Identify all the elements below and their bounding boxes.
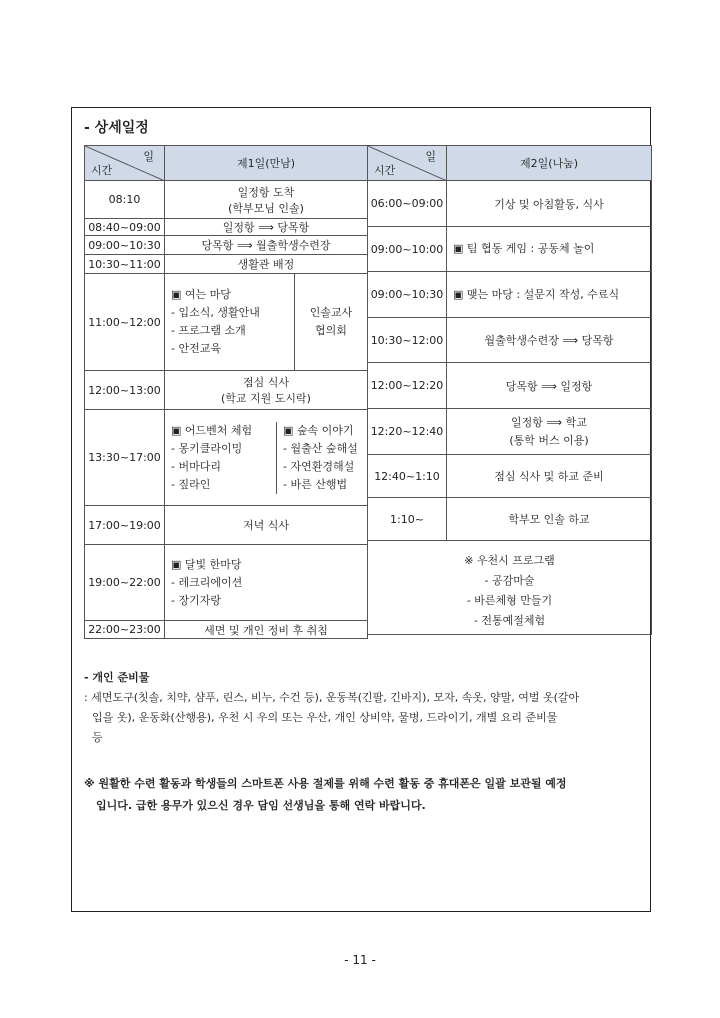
day2-schedule-table <box>367 145 652 635</box>
preparation-text: 등 <box>92 731 103 744</box>
time-cell: 11:00~12:00 <box>85 274 165 371</box>
preparation-text: : 세면도구(칫솔, 치약, 샴푸, 린스, 비누, 수건 등), 운동복(긴팔, 긴바지), 모자, 속옷, 양말, 여벌 옷(갈아 <box>84 691 580 704</box>
time-cell: 22:00~23:00 <box>85 621 165 639</box>
time-cell: 19:00~22:00 <box>85 545 165 621</box>
rain-program-cell: ※ 우천시 프로그램 - 공감마술 - 바른체형 만들기 - 전통예절체험 <box>368 541 652 635</box>
time-cell: 08:10 <box>85 181 165 219</box>
forest-list: ▣ 숲속 이야기 - 월출산 숲해설 - 자연환경해설 - 바른 산행법 <box>283 423 358 491</box>
day1-header: 제1일(만남) <box>165 146 368 181</box>
adventure-list: ▣ 어드벤처 체험 - 몽키클라이밍 - 버마다리 - 짚라인 <box>165 422 277 494</box>
activity-cell: 학부모 인솔 하교 <box>447 498 652 541</box>
activity-cell: 당목항 ⟹ 일정항 <box>447 363 652 409</box>
time-cell: 12:00~13:00 <box>85 371 165 410</box>
time-cell: 17:00~19:00 <box>85 506 165 545</box>
time-cell: 12:20~12:40 <box>368 409 447 455</box>
activity-cell: 당목항 ⟹ 월출학생수련장 <box>165 236 368 255</box>
activity-cell: ▣ 팀 협동 게임 : 공동체 놀이 <box>447 227 652 272</box>
preparation-title: - 개인 준비물 <box>84 671 150 684</box>
time-cell: 10:30~12:00 <box>368 318 447 363</box>
activity-cell: 일정항 도착 (학부모님 인솔) <box>165 181 368 219</box>
activity-split-cell <box>165 410 368 506</box>
time-cell: 09:00~10:30 <box>368 272 447 318</box>
activity-cell: 저녁 식사 <box>165 506 368 545</box>
activity-list: ▣ 달빛 한마당 - 레크리에이션 - 장기자랑 <box>165 545 368 621</box>
activity-cell: 일정항 ⟹ 당목항 <box>165 219 368 236</box>
activity-cell: 세면 및 개인 정비 후 취침 <box>165 621 368 639</box>
page-number: - 11 - <box>344 953 376 967</box>
preparation-section <box>84 668 646 748</box>
side-note-cell: 인솔교사 협의회 <box>295 274 368 371</box>
activity-cell: 점심 식사 및 하교 준비 <box>447 455 652 498</box>
activity-cell: 기상 및 아침활동, 식사 <box>447 181 652 227</box>
time-cell: 08:40~09:00 <box>85 219 165 236</box>
day1-schedule-table <box>84 145 368 639</box>
section-title: - 상세일정 <box>84 120 149 136</box>
activity-cell: 생활관 배정 <box>165 255 368 274</box>
time-cell: 12:40~1:10 <box>368 455 447 498</box>
activity-cell: 점심 식사 (학교 지원 도시락) <box>165 371 368 410</box>
activity-list: ▣ 여는 마당 - 입소식, 생활안내 - 프로그램 소개 - 안전교육 <box>165 274 295 371</box>
preparation-text: 입을 옷), 운동화(산행용), 우천 시 우의 또는 우산, 개인 상비약, 물병, 드라이기, 개별 요리 준비물 <box>92 711 558 724</box>
phone-notice: ※ 원활한 수련 활동과 학생들의 스마트폰 사용 절제를 위해 수련 활동 중 휴대폰은 일괄 보관될 예정 입니다. 급한 용무가 있으신 경우 담임 선생님을 통해 연락 바랍니다. <box>84 777 567 812</box>
day2-header: 제2일(나눔) <box>447 146 652 181</box>
time-cell: 09:00~10:30 <box>85 236 165 255</box>
day2-header-corner: 일 시간 <box>368 146 447 181</box>
time-cell: 06:00~09:00 <box>368 181 447 227</box>
time-cell: 13:30~17:00 <box>85 410 165 506</box>
activity-cell: 일정항 ⟹ 학교 (통학 버스 이용) <box>447 409 652 455</box>
day1-header-corner: 일 시간 <box>85 146 165 181</box>
activity-cell: ▣ 맺는 마당 : 설문지 작성, 수료식 <box>447 272 652 318</box>
activity-cell: 월출학생수련장 ⟹ 당목항 <box>447 318 652 363</box>
time-cell: 10:30~11:00 <box>85 255 165 274</box>
time-cell: 12:00~12:20 <box>368 363 447 409</box>
time-cell: 09:00~10:00 <box>368 227 447 272</box>
time-cell: 1:10~ <box>368 498 447 541</box>
